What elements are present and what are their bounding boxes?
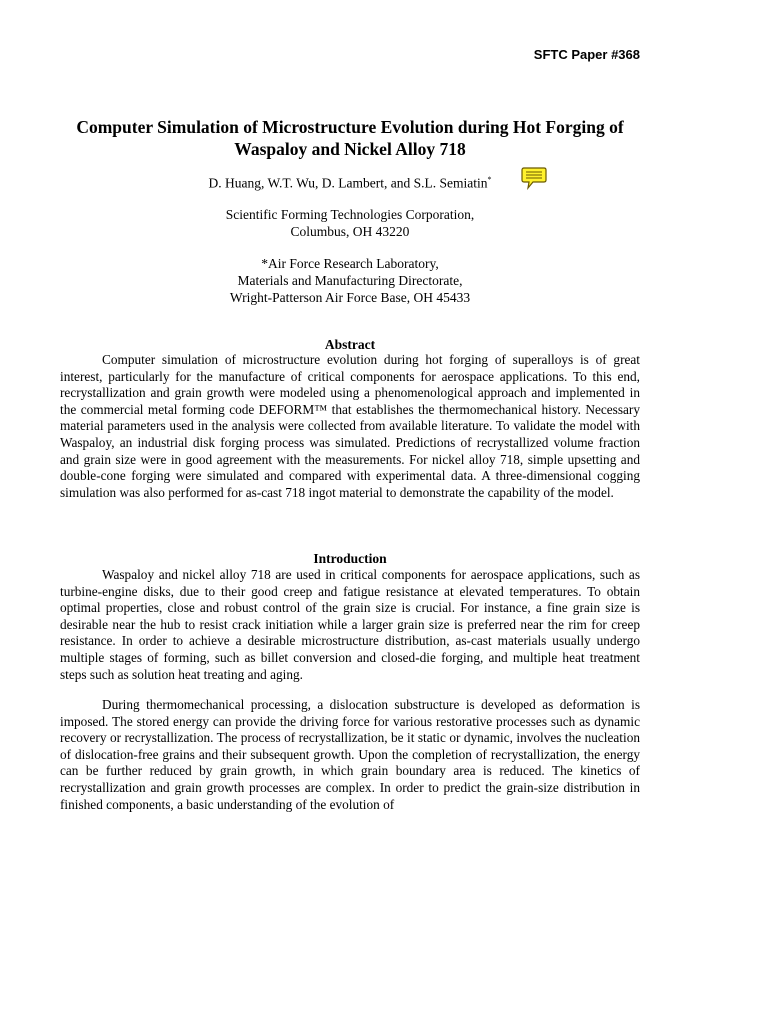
- affiliation-afrl-line3: Wright-Patterson Air Force Base, OH 45433: [229, 290, 471, 305]
- introduction-heading: Introduction: [313, 551, 387, 566]
- affiliation-sftc: [60, 206, 640, 240]
- paper-title: Computer Simulation of Microstructure Evolution during Hot Forging of Waspaloy and Nickel Alloy 718: [76, 117, 624, 159]
- affiliation-afrl: [60, 255, 640, 306]
- affiliation-afrl-line2: Materials and Manufacturing Directorate,: [237, 273, 463, 288]
- comment-note-icon-graphic: [521, 166, 547, 190]
- introduction-paragraph-1: Waspaloy and nickel alloy 718 are used in critical components for aerospace applications, such as turbine-engine disks, due to their good creep and fatigue resistance at elevated temperatures. To obtain optimal properties, close and robust control of the grain size is crucial. For instance, a fine grain size is desirable near the hub to resist crack initiation while a larger grain size is preferred near the rim for creep resistance. In order to achieve a desirable microstructure distribution, as-cast materials usually undergo multiple stages of forming, such as billet conversion and closed-die forging, and multiple heat treatment steps such as solution heat treating and aging.: [60, 567, 640, 682]
- affiliation-sftc-line1: Scientific Forming Technologies Corporation,: [225, 207, 475, 222]
- author-names: D. Huang, W.T. Wu, D. Lambert, and S.L. Semiatin: [208, 175, 488, 191]
- paper-number: SFTC Paper #368: [533, 47, 640, 62]
- affiliation-sftc-line2: Columbus, OH 43220: [290, 224, 410, 239]
- abstract-heading: Abstract: [324, 337, 376, 352]
- author-line: [60, 175, 640, 192]
- affiliation-afrl-line1: *Air Force Research Laboratory,: [261, 256, 439, 271]
- abstract-paragraph: Computer simulation of microstructure evolution during hot forging of superalloys is of great interest, particularly for the manufacture of critical components for aerospace applications. To this end, recrystallization and grain growth were modeled using a phenomenological approach and implemented in the commercial metal forming code DEFORM™ that establishes the thermomechanical history. Necessary material parameters used in the analysis were collected from available literature. To validate the model with Waspaloy, an industrial disk forging process was simulated. Predictions of recrystallized volume fraction and grain size were in good agreement with the measurements. For nickel alloy 718, simple upsetting and double-cone forging were simulated and compared with experimental data. A three-dimensional cogging simulation was also performed for as-cast 718 ingot material to demonstrate the capability of the model.: [60, 352, 640, 500]
- introduction-paragraph-2: During thermomechanical processing, a dislocation substructure is developed as deformation is imposed. The stored energy can provide the driving force for various restorative processes such as dynamic recovery or recrystallization. The process of recrystallization, be it static or dynamic, involves the nucleation of dislocation-free grains and their subsequent growth. Upon the completion of recrystallization, the energy can be further reduced by grain growth, in which grain boundary area is reduced. The kinetics of recrystallization and grain growth processes are complex. In order to predict the grain-size distribution in finished components, a basic understanding of the evolution of: [60, 697, 640, 812]
- comment-note-icon[interactable]: [521, 166, 547, 190]
- author-asterisk: *: [487, 175, 492, 184]
